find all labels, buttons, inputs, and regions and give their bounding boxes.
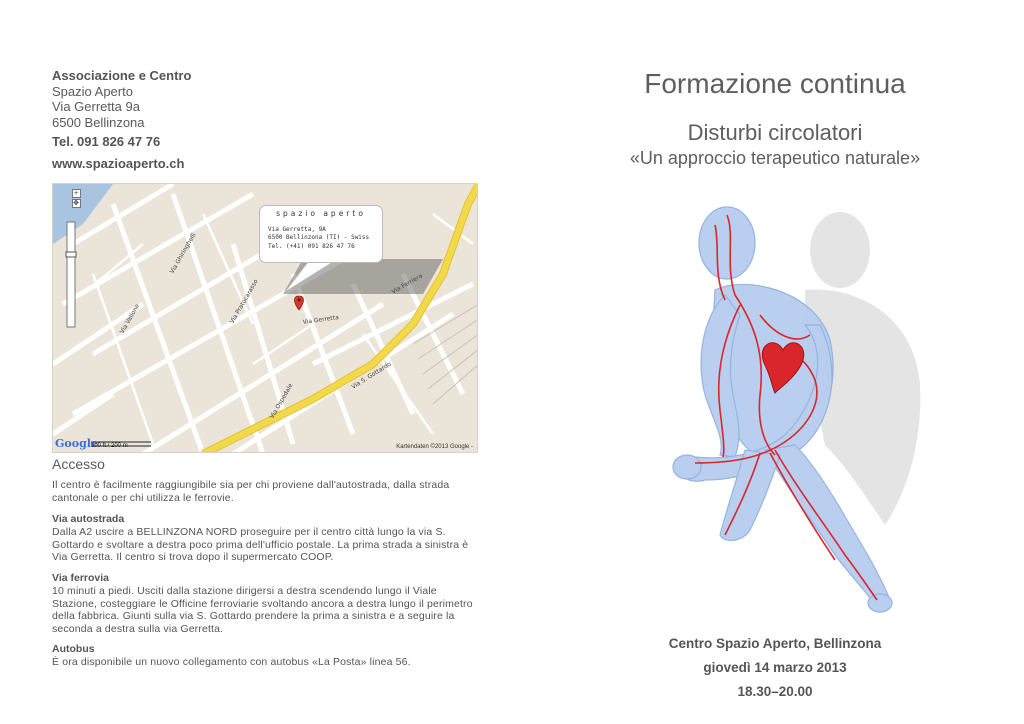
page-title: Formazione continua [644, 68, 906, 99]
access-intro: Il centro è facilmente raggiungibile sia per chi proviene dall'autostrada, dalla strada cantonale o per chi utilizza le ferrovie. [52, 479, 450, 504]
circulatory-figure [665, 195, 922, 620]
bus-text: È ora disponibile un nuovo collegamento con autobus «La Posta» linea 56. [52, 656, 411, 668]
street-label-vallone: Via Vallone [118, 302, 142, 335]
highway-text: Dalla A2 uscire a BELLINZONA NORD proseguire per il centro città lungo la via S. Gottardo e svoltare a destra poco prima dell'ufficio postale. La prima strada a sinistra è Via Gerretta. Il centro si trova dopo il supermercato COOP. [52, 526, 469, 563]
map-scale-label: 500 ft / 200 m [91, 443, 128, 449]
contact-block [52, 68, 191, 171]
venue-label: Centro Spazio Aperto, Bellinzona [668, 636, 882, 651]
course-title: Disturbi circolatori [687, 120, 863, 145]
street-label-ghiringhelli: Via Ghiringhelli [168, 232, 198, 275]
popup-city-line: 6500 Bellinzona (TI) - Swiss [268, 234, 370, 241]
street-label-ferriera: Via Ferriera [390, 272, 424, 296]
website-link[interactable]: www.spazioaperto.ch [52, 155, 185, 171]
location-map[interactable] [52, 183, 478, 453]
city-address: 6500 Bellinzona [52, 114, 145, 130]
location-pin-icon [295, 296, 304, 310]
event-date: giovedì 14 marzo 2013 [703, 660, 847, 675]
access-title: Accesso [52, 456, 105, 472]
zoom-slider-track [67, 222, 75, 327]
street-label-gottardo: Via S. Gottardo [350, 360, 393, 391]
street-address: Via Gerretta 9a [52, 99, 140, 114]
zoom-slider-handle [66, 252, 76, 257]
popup-address-line: Via Gerretta, 9A [268, 225, 326, 233]
street-label-gerretta: Via Gerretta [302, 313, 340, 326]
rail-text: 10 minuti a piedi. Usciti dalla stazione dirigersi a destra scendendo lungo il Viale Stazione, costeggiare le Officine ferroviarie svoltando ancora a destra lungo il perimetro della fabbrica. Giunti sulla via S. Gottardo prendere la prima a sinistra e a seguire la seconda a destra sulla via Gerretta. [52, 585, 473, 635]
course-subtitle: «Un approccio terapeutico naturale» [629, 148, 921, 168]
highway-title: Via autostrada [52, 513, 125, 525]
map-credit[interactable]: Kartendaten ©2013 Google - [396, 444, 473, 450]
popup-phone-line: Tel. (+41) 091 826 47 76 [268, 242, 355, 250]
org-name: Spazio Aperto [52, 83, 133, 99]
map-info-popup [259, 205, 383, 263]
rail-title: Via ferrovia [52, 572, 110, 584]
google-logo[interactable]: Google [55, 437, 98, 450]
map-zoom-controls[interactable] [65, 188, 87, 209]
popup-logo: spazio aperto [276, 209, 366, 218]
zoom-in-button[interactable]: + [72, 189, 81, 198]
street-label-ospedale: Via Ospedale [268, 382, 295, 420]
pan-control-icon[interactable]: ✥ [73, 200, 79, 207]
phone-number: Tel. 091 826 47 76 [52, 134, 161, 149]
event-time: 18.30–20.00 [737, 684, 813, 699]
org-label: Associazione e Centro [52, 68, 192, 83]
bus-title: Autobus [52, 643, 95, 655]
street-label-pratocarasso: Via Pratocarasso [228, 278, 260, 325]
